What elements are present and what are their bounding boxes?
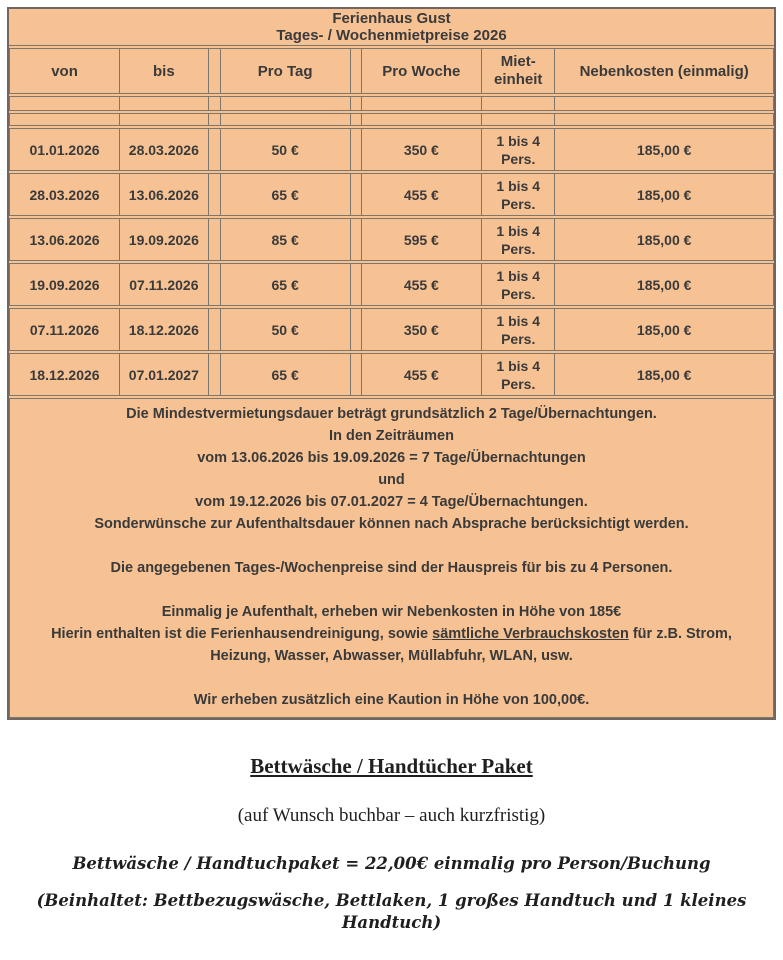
header-mieteinheit <box>481 49 554 93</box>
package-title: Bettwäsche / Handtücher Paket <box>250 754 533 778</box>
table-title <box>9 9 774 46</box>
cell-bis: 18.12.2026 <box>119 309 208 350</box>
table-row <box>9 308 774 351</box>
table-row <box>9 128 774 171</box>
cell-von: 01.01.2026 <box>29 141 100 158</box>
cell-nebenkosten: 185,00 € <box>554 309 773 350</box>
note-line: Wir erheben zusätzlich eine Kaution in Höhe von 100,00€. <box>193 692 590 708</box>
header-mieteinheit-line2: einheit <box>494 71 543 88</box>
note-line: Heizung, Wasser, Abwasser, Müllabfuhr, WLAN, usw. <box>210 648 573 664</box>
notes-block <box>9 398 774 718</box>
cell-mieteinheit: 1 bis 4 Pers. <box>481 129 554 170</box>
table-header-row <box>9 48 774 94</box>
cell-pro-woche: 455 € <box>361 264 482 305</box>
package-contents <box>0 890 783 934</box>
cell-pro-tag: 85 € <box>220 219 350 260</box>
note-line: Einmalig je Aufenthalt, erheben wir Nebenkosten in Höhe von 185€ <box>161 604 622 620</box>
cell-bis: 13.06.2026 <box>119 174 208 215</box>
empty-row <box>9 96 774 111</box>
cell-pro-woche: 455 € <box>361 174 482 215</box>
cell-von: 19.09.2026 <box>29 276 100 293</box>
cell-pro-woche: 350 € <box>361 129 482 170</box>
package-price: Bettwäsche / Handtuchpaket = 22,00€ einmalig pro Person/Buchung <box>72 854 711 873</box>
cell-pro-tag: 65 € <box>220 264 350 305</box>
blank-line <box>18 579 765 601</box>
blank-line <box>18 667 765 689</box>
cell-mieteinheit: 1 bis 4 Pers. <box>481 309 554 350</box>
cell-pro-tag: 50 € <box>220 129 350 170</box>
header-bis: bis <box>119 49 208 93</box>
cell-pro-tag: 65 € <box>220 354 350 395</box>
table-row <box>9 173 774 216</box>
header-spacer-2 <box>350 49 361 93</box>
price-table <box>7 7 776 720</box>
table-row <box>9 353 774 396</box>
cell-bis: 19.09.2026 <box>119 219 208 260</box>
cell-von: 13.06.2026 <box>29 231 100 248</box>
note-line: Hierin enthalten ist die Ferienhausendreinigung, sowie sämtliche Verbrauchskosten für z.B. Strom, <box>51 626 732 642</box>
header-nebenkosten: Nebenkosten (einmalig) <box>554 49 773 93</box>
underlined-phrase: sämtliche Verbrauchskosten <box>432 626 629 642</box>
header-von: von <box>51 62 78 80</box>
header-pro-tag: Pro Tag <box>220 49 350 93</box>
note-line: vom 19.12.2026 bis 07.01.2027 = 4 Tage/Übernachtungen. <box>195 494 588 510</box>
cell-bis: 28.03.2026 <box>119 129 208 170</box>
blank-line <box>18 535 765 557</box>
cell-von: 18.12.2026 <box>29 366 100 383</box>
header-mieteinheit-line1: Miet- <box>500 53 536 70</box>
cell-mieteinheit: 1 bis 4 Pers. <box>481 219 554 260</box>
cell-von: 28.03.2026 <box>29 186 100 203</box>
note-line: In den Zeiträumen <box>329 428 454 444</box>
cell-nebenkosten: 185,00 € <box>554 129 773 170</box>
table-row <box>9 218 774 261</box>
cell-pro-woche: 595 € <box>361 219 482 260</box>
note-line: Die angegebenen Tages-/Wochenpreise sind der Hauspreis für bis zu 4 Personen. <box>110 560 673 576</box>
package-subtitle: (auf Wunsch buchbar – auch kurzfristig) <box>237 805 546 826</box>
table-title-line2: Tages- / Wochenmietpreise 2026 <box>276 27 507 44</box>
package-contents-line1: (Beinhaltet: Bettbezugswäsche, Bettlaken, 1 großes Handtuch und 1 kleines <box>36 891 747 910</box>
cell-mieteinheit: 1 bis 4 Pers. <box>481 174 554 215</box>
cell-bis: 07.11.2026 <box>119 264 208 305</box>
cell-pro-woche: 350 € <box>361 309 482 350</box>
header-spacer-1 <box>208 49 220 93</box>
table-title-line1: Ferienhaus Gust <box>332 10 451 27</box>
cell-von: 07.11.2026 <box>29 321 100 338</box>
table-row <box>9 263 774 306</box>
cell-pro-tag: 50 € <box>220 309 350 350</box>
footer-section <box>0 712 783 934</box>
cell-nebenkosten: 185,00 € <box>554 354 773 395</box>
note-line: und <box>378 472 405 488</box>
cell-bis: 07.01.2027 <box>119 354 208 395</box>
note-line: Sonderwünsche zur Aufenthaltsdauer können nach Absprache berücksichtigt werden. <box>94 516 689 532</box>
note-line: vom 13.06.2026 bis 19.09.2026 = 7 Tage/Übernachtungen <box>197 450 586 466</box>
package-contents-line2: Handtuch) <box>341 913 442 932</box>
cell-nebenkosten: 185,00 € <box>554 219 773 260</box>
empty-row <box>9 113 774 126</box>
cell-nebenkosten: 185,00 € <box>554 174 773 215</box>
cell-pro-woche: 455 € <box>361 354 482 395</box>
header-pro-woche: Pro Woche <box>361 49 482 93</box>
cell-pro-tag: 65 € <box>220 174 350 215</box>
cell-nebenkosten: 185,00 € <box>554 264 773 305</box>
cell-mieteinheit: 1 bis 4 Pers. <box>481 264 554 305</box>
cell-mieteinheit: 1 bis 4 Pers. <box>481 354 554 395</box>
note-line: Die Mindestvermietungsdauer beträgt grundsätzlich 2 Tage/Übernachtungen. <box>126 406 657 422</box>
